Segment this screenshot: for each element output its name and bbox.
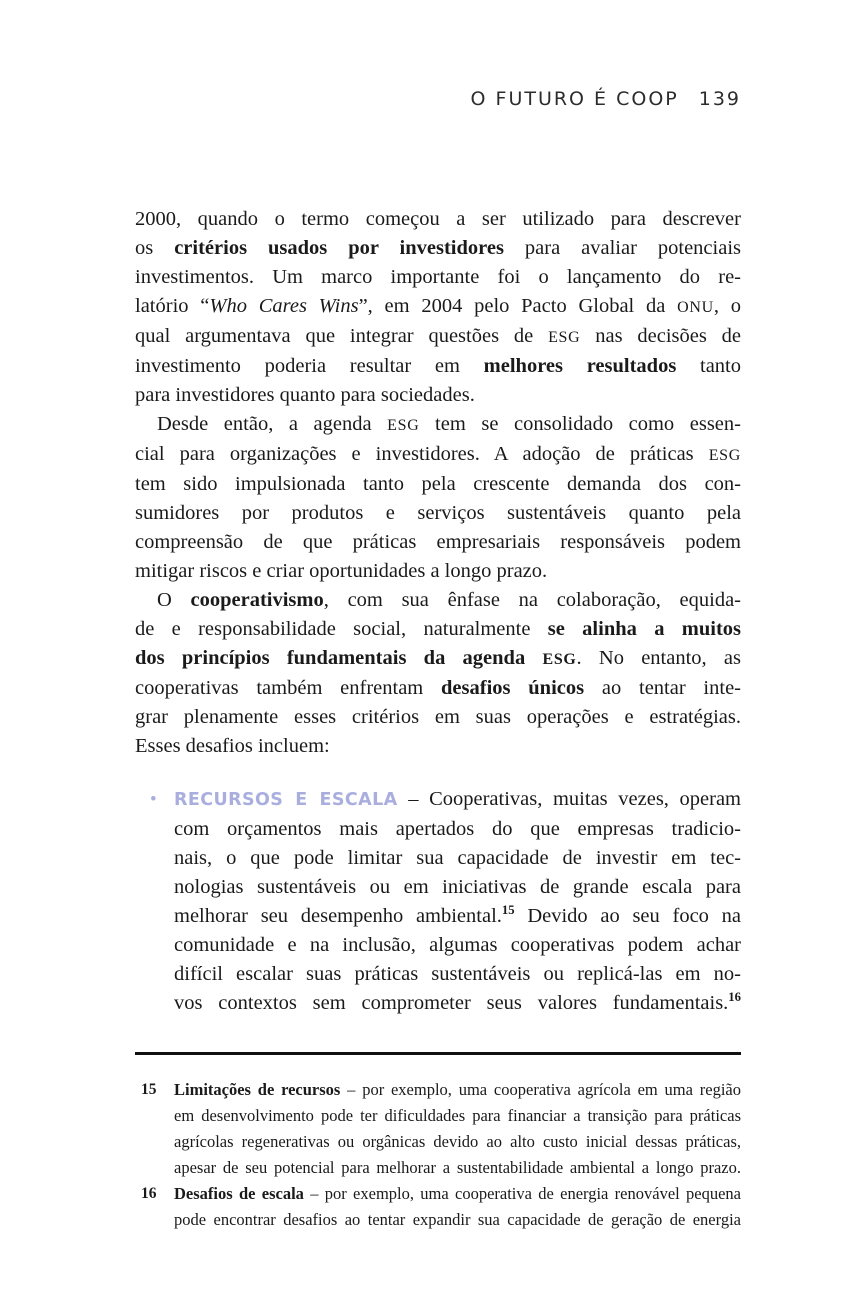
text-line: agrícolas regenerativas ou orgânicas devido ao alto custo inicial dessas práticas, xyxy=(174,1132,741,1151)
footnote-text xyxy=(174,1181,741,1233)
footnote-number: 16 xyxy=(141,1185,157,1202)
footnotes xyxy=(135,1077,741,1233)
text-line: mitigar riscos e criar oportunidades a longo prazo. xyxy=(135,560,548,582)
text-line: sumidores por produtos e serviços sustentáveis quanto pela xyxy=(135,502,741,524)
running-head xyxy=(135,88,741,110)
text-line: grar plenamente esses critérios em suas operações e estratégias. xyxy=(135,706,741,728)
bullet-item-recursos-e-escala xyxy=(135,785,741,1018)
text-line: comunidade e na inclusão, algumas cooperativas podem achar xyxy=(174,934,741,956)
text-line: latório “Who Cares Wins”, em 2004 pelo Pacto Global da ONU, o xyxy=(135,295,741,317)
body-paragraphs xyxy=(135,205,741,761)
page-number: 139 xyxy=(698,88,741,110)
footnote-text xyxy=(174,1077,741,1181)
text-line: dos princípios fundamentais da agenda ESG. No entanto, as xyxy=(135,647,741,669)
running-head-title: O FUTURO É COOP xyxy=(470,88,679,110)
footnote-16 xyxy=(135,1181,741,1233)
text-line: nais, o que pode limitar sua capacidade de investir em tec- xyxy=(174,847,741,869)
text-line: O cooperativismo, com sua ênfase na colaboração, equida- xyxy=(157,589,741,611)
paragraph xyxy=(135,410,741,586)
text-line: com orçamentos mais apertados do que empresas tradicio- xyxy=(174,818,741,840)
text-line: Limitações de recursos – por exemplo, uma cooperativa agrícola em uma região xyxy=(174,1080,741,1099)
text-line: 2000, quando o termo começou a ser utilizado para descrever xyxy=(135,208,741,230)
footnote-number: 15 xyxy=(141,1081,157,1098)
text-line: pode encontrar desafios ao tentar expandir sua capacidade de geração de energia xyxy=(174,1210,741,1229)
text-line: difícil escalar suas práticas sustentáveis ou replicá-las em no- xyxy=(174,963,741,985)
bullet-icon: • xyxy=(150,789,157,810)
text-line: cial para organizações e investidores. A adoção de práticas ESG xyxy=(135,443,741,465)
text-line: qual argumentava que integrar questões de ESG nas decisões de xyxy=(135,325,742,347)
text-line: compreensão de que práticas empresariais responsáveis podem xyxy=(135,531,741,553)
bullet-text xyxy=(174,785,741,1018)
text-line: para investidores quanto para sociedades. xyxy=(135,384,475,406)
text-line: vos contextos sem comprometer seus valores fundamentais.$^{16}$ xyxy=(174,990,741,1014)
text-line: melhorar seu desempenho ambiental.$^{15}$ Devido ao seu foco na xyxy=(174,903,741,927)
text-line: tem sido impulsionada tanto pela crescente demanda dos con- xyxy=(135,473,741,495)
text-line: Desafios de escala – por exemplo, uma cooperativa de energia renovável pequena xyxy=(174,1184,741,1203)
footnote-rule xyxy=(135,1052,741,1055)
text-line: apesar de seu potencial para melhorar a sustentabilidade ambiental a longo prazo. xyxy=(174,1158,741,1177)
paragraph xyxy=(135,586,741,761)
text-line: investimento poderia resultar em melhores resultados tanto xyxy=(135,355,741,377)
text-column xyxy=(135,205,741,1233)
text-line: em desenvolvimento pode ter dificuldades para financiar a transição para práticas xyxy=(174,1106,741,1125)
text-line: investimentos. Um marco importante foi o lançamento do re- xyxy=(135,266,741,288)
text-line: os critérios usados por investidores para avaliar potenciais xyxy=(135,237,741,259)
text-line: cooperativas também enfrentam desafios únicos ao tentar inte- xyxy=(135,677,741,699)
bullet-heading: RECURSOS E ESCALA xyxy=(174,790,398,810)
paragraph xyxy=(135,205,741,410)
text-line: RECURSOS E ESCALA – Cooperativas, muitas vezes, operam xyxy=(174,788,742,810)
text-line: nologias sustentáveis ou em iniciativas de grande escala para xyxy=(174,876,741,898)
text-line: de e responsabilidade social, naturalmente se alinha a muitos xyxy=(135,618,741,640)
text-line: Esses desafios incluem: xyxy=(135,735,330,757)
text-line: Desde então, a agenda ESG tem se consolidado como essen- xyxy=(157,413,741,435)
footnote-15 xyxy=(135,1077,741,1181)
